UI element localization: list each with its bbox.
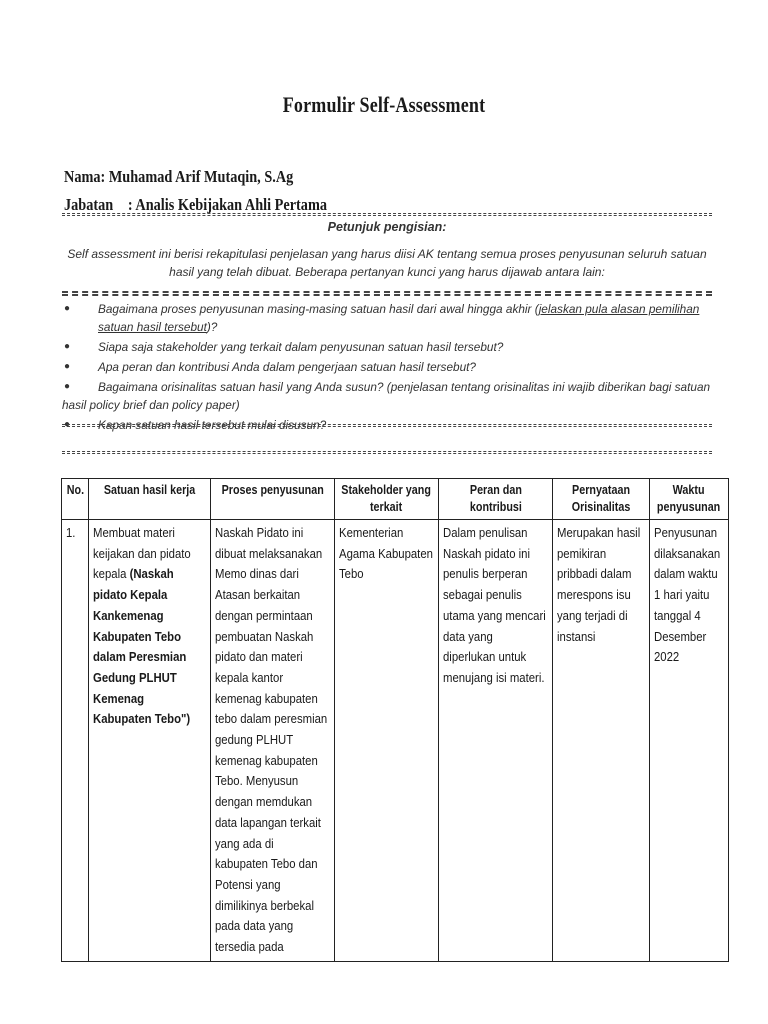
cell-satuan [89, 520, 211, 962]
question-list [62, 300, 712, 436]
bullet-icon: ● [64, 341, 71, 352]
cell-pernyataan: Merupakan hasil pemikiran pribbadi dalam merespons isu yang terjadi di instansi [553, 520, 650, 962]
question-text-end: )? [206, 320, 218, 334]
header-no: No. [62, 479, 89, 520]
question-text: Apa peran dan kontribusi Anda dalam pengerjaan satuan hasil tersebut? [98, 360, 476, 374]
cell-waktu: Penyusunan dilaksanakan dalam waktu 1 hari yaitu tanggal 4 Desember 2022 [650, 520, 729, 962]
instructions-intro: Self assessment ini berisi rekapitulasi penjelasan yang harus diisi AK tentang semua proses penyusunan seluruh satuan hasil yang telah dibuat. Beberapa pertanyan kunci yang harus dijawab antara lain: [67, 247, 707, 279]
divider-after-questions [62, 424, 712, 427]
question-text: Bagaimana proses penyusunan masing-masing satuan hasil dari awal hingga akhir ( [98, 302, 539, 316]
bullet-icon: ● [64, 419, 71, 430]
bullet-icon: ● [64, 303, 71, 314]
question-text: Siapa saja stakeholder yang terkait dalam penyusunan satuan hasil tersebut? [98, 340, 504, 354]
satuan-text: Membuat materi keijakan dan pidato kepala [93, 525, 191, 582]
cell-peran: Dalam penulisan Naskah pidato ini penulis berperan sebagai penulis utama yang mencari data yang diperlukan untuk menujang isi materi. [439, 520, 553, 962]
question-text: Kapan satuan hasil tersebut mulai disusun? [98, 418, 327, 432]
header-pernyataan: Pernyataan Orisinalitas [553, 479, 650, 520]
name-line: Nama: Muhamad Arif Mutaqin, S.Ag [64, 167, 294, 186]
bullet-icon: ● [64, 381, 71, 392]
question-text: Bagaimana orisinalitas satuan hasil yang Anda susun? (penjelasan tentang orisinalitas ini wajib diberikan bagi satuan hasil policy brief dan policy paper) [62, 380, 711, 412]
cell-proses: Naskah Pidato ini dibuat melaksanakan Memo dinas dari Atasan berkaitan dengan permintaan pembuatan Naskah pidato dan materi kepala kantor kemenag kabupaten tebo dalam peresmian gedung PLHUT kemenag kabupaten Tebo. Menyusun dengan memdukan data lapangan terkait yang ada di kabupaten Tebo dan Potensi yang dimilikinya berbekal pada data yang tersedia pada [211, 520, 335, 962]
divider-bullets [62, 291, 712, 296]
instructions-heading: Petunjuk pengisian: [327, 220, 447, 234]
assessment-table [61, 478, 729, 962]
header-proses: Proses penyusunan [211, 479, 335, 520]
header-peran: Peran dan kontribusi [439, 479, 553, 520]
table-header-row [62, 479, 729, 520]
list-item [62, 358, 712, 376]
list-item [62, 338, 712, 356]
header-waktu: Waktu penyusunan [650, 479, 729, 520]
cell-stakeholder: Kementerian Agama Kabupaten Tebo [335, 520, 439, 962]
question-underlined: jelaskan pula alasan pemilihan satuan hasil tersebut [98, 302, 700, 334]
jabatan-value: : Analis Kebijakan Ahli Pertama [127, 195, 327, 214]
header-stakeholder: Stakeholder yang terkait [335, 479, 439, 520]
divider-before-table [62, 451, 712, 454]
jabatan-label: Jabatan [64, 195, 114, 214]
jabatan-line [64, 195, 327, 215]
list-item [62, 378, 712, 414]
cell-no: 1. [62, 520, 89, 962]
bullet-icon: ● [64, 361, 71, 372]
header-satuan: Satuan hasil kerja [89, 479, 211, 520]
satuan-bold-text: (Naskah pidato Kepala Kankemenag Kabupaten Tebo dalam Peresmian Gedung PLHUT Kemenag Kabupaten Tebo") [93, 566, 191, 727]
table-row [62, 520, 729, 962]
form-title: Formulir Self-Assessment [282, 92, 486, 117]
list-item [62, 300, 712, 336]
divider-top [62, 213, 712, 216]
